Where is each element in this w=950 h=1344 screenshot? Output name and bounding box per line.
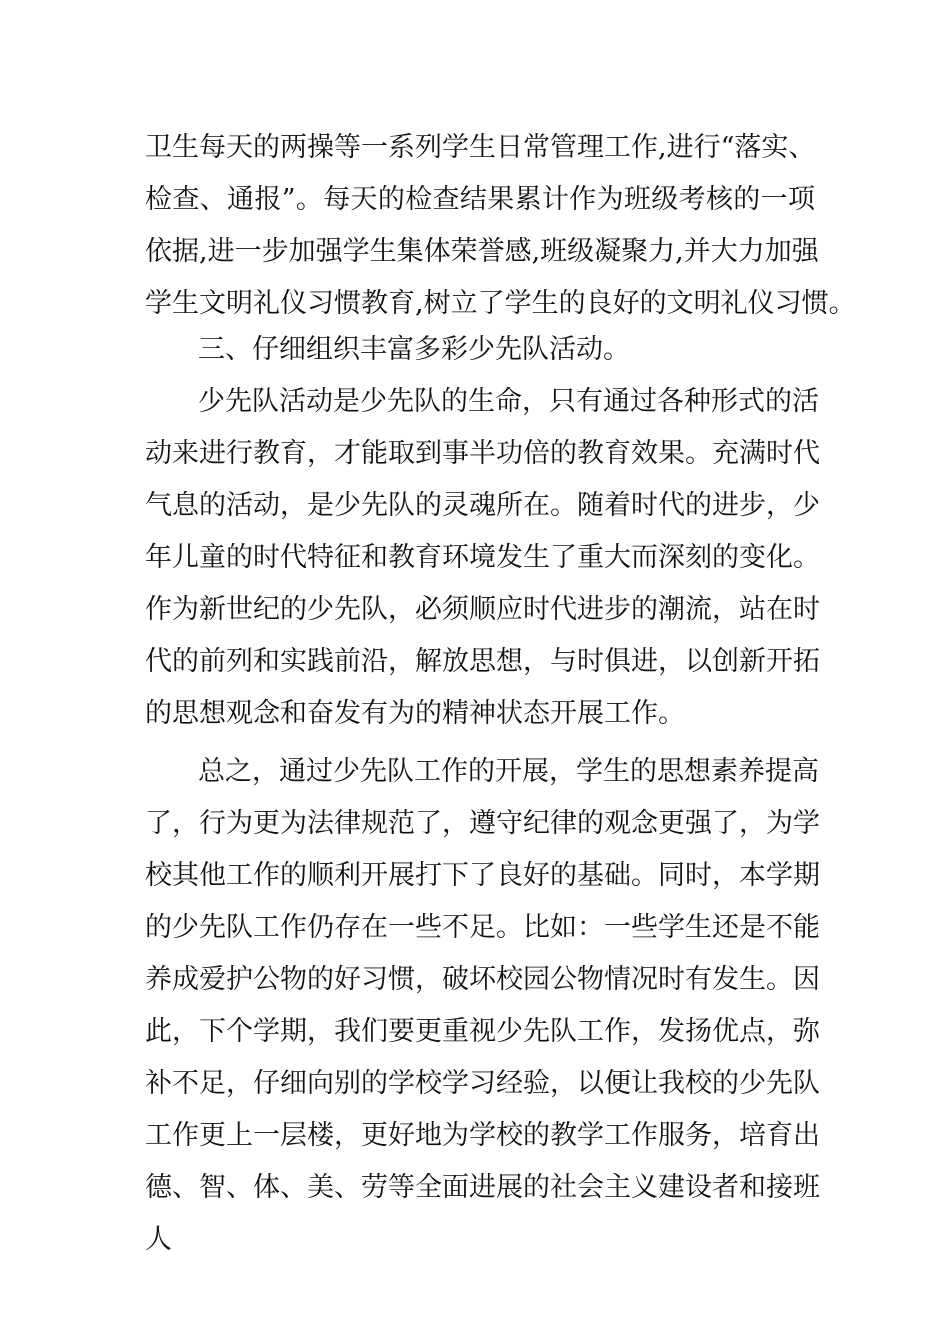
text-line: 补不足，仔细向别的学校学习经验，以便让我校的少先队 — [145, 1068, 820, 1099]
text-line: 养成爱护公物的好习惯，破坏校园公物情况时有发生。因 — [145, 964, 820, 995]
text-line: 卫生每天的两操等一系列学生日常管理工作,进行“落实、 — [145, 132, 816, 163]
text-line: 的思想观念和奋发有为的精神状态开展工作。 — [145, 698, 685, 729]
text-line: 代的前列和实践前沿，解放思想，与时俱进，以创新开拓 — [145, 646, 820, 677]
section-heading: 三、仔细组织丰富多彩少先队活动。 — [198, 334, 630, 365]
text-line: 人 — [145, 1224, 172, 1255]
text-line: 作为新世纪的少先队，必须顺应时代进步的潮流，站在时 — [145, 594, 820, 625]
text-line: 德、智、体、美、劳等全面进展的社会主义建设者和接班 — [145, 1172, 820, 1203]
text-line: 气息的活动，是少先队的灵魂所在。随着时代的进步，少 — [145, 490, 820, 521]
text-line: 校其他工作的顺利开展打下了良好的基础。同时，本学期 — [145, 860, 820, 891]
text-line: 学生文明礼仪习惯教育,树立了学生的良好的文明礼仪习惯。 — [145, 288, 856, 319]
text-line: 此，下个学期，我们要更重视少先队工作，发扬优点，弥 — [145, 1016, 820, 1047]
text-line: 检查、通报”。每天的检查结果累计作为班级考核的一项 — [145, 184, 815, 215]
text-line: 年儿童的时代特征和教育环境发生了重大而深刻的变化。 — [145, 542, 820, 573]
text-line: 的少先队工作仍存在一些不足。比如：一些学生还是不能 — [145, 912, 820, 943]
text-line: 工作更上一层楼，更好地为学校的教学工作服务，培育出 — [145, 1120, 820, 1151]
text-line: 少先队活动是少先队的生命，只有通过各种形式的活 — [198, 386, 819, 417]
text-line: 动来进行教育，才能取到事半功倍的教育效果。充满时代 — [145, 438, 820, 469]
text-line: 依据,进一步加强学生集体荣誉感,班级凝聚力,并大力加强 — [145, 236, 819, 267]
text-line: 总之，通过少先队工作的开展，学生的思想素养提高 — [198, 756, 819, 787]
text-line: 了，行为更为法律规范了，遵守纪律的观念更强了，为学 — [145, 808, 820, 839]
